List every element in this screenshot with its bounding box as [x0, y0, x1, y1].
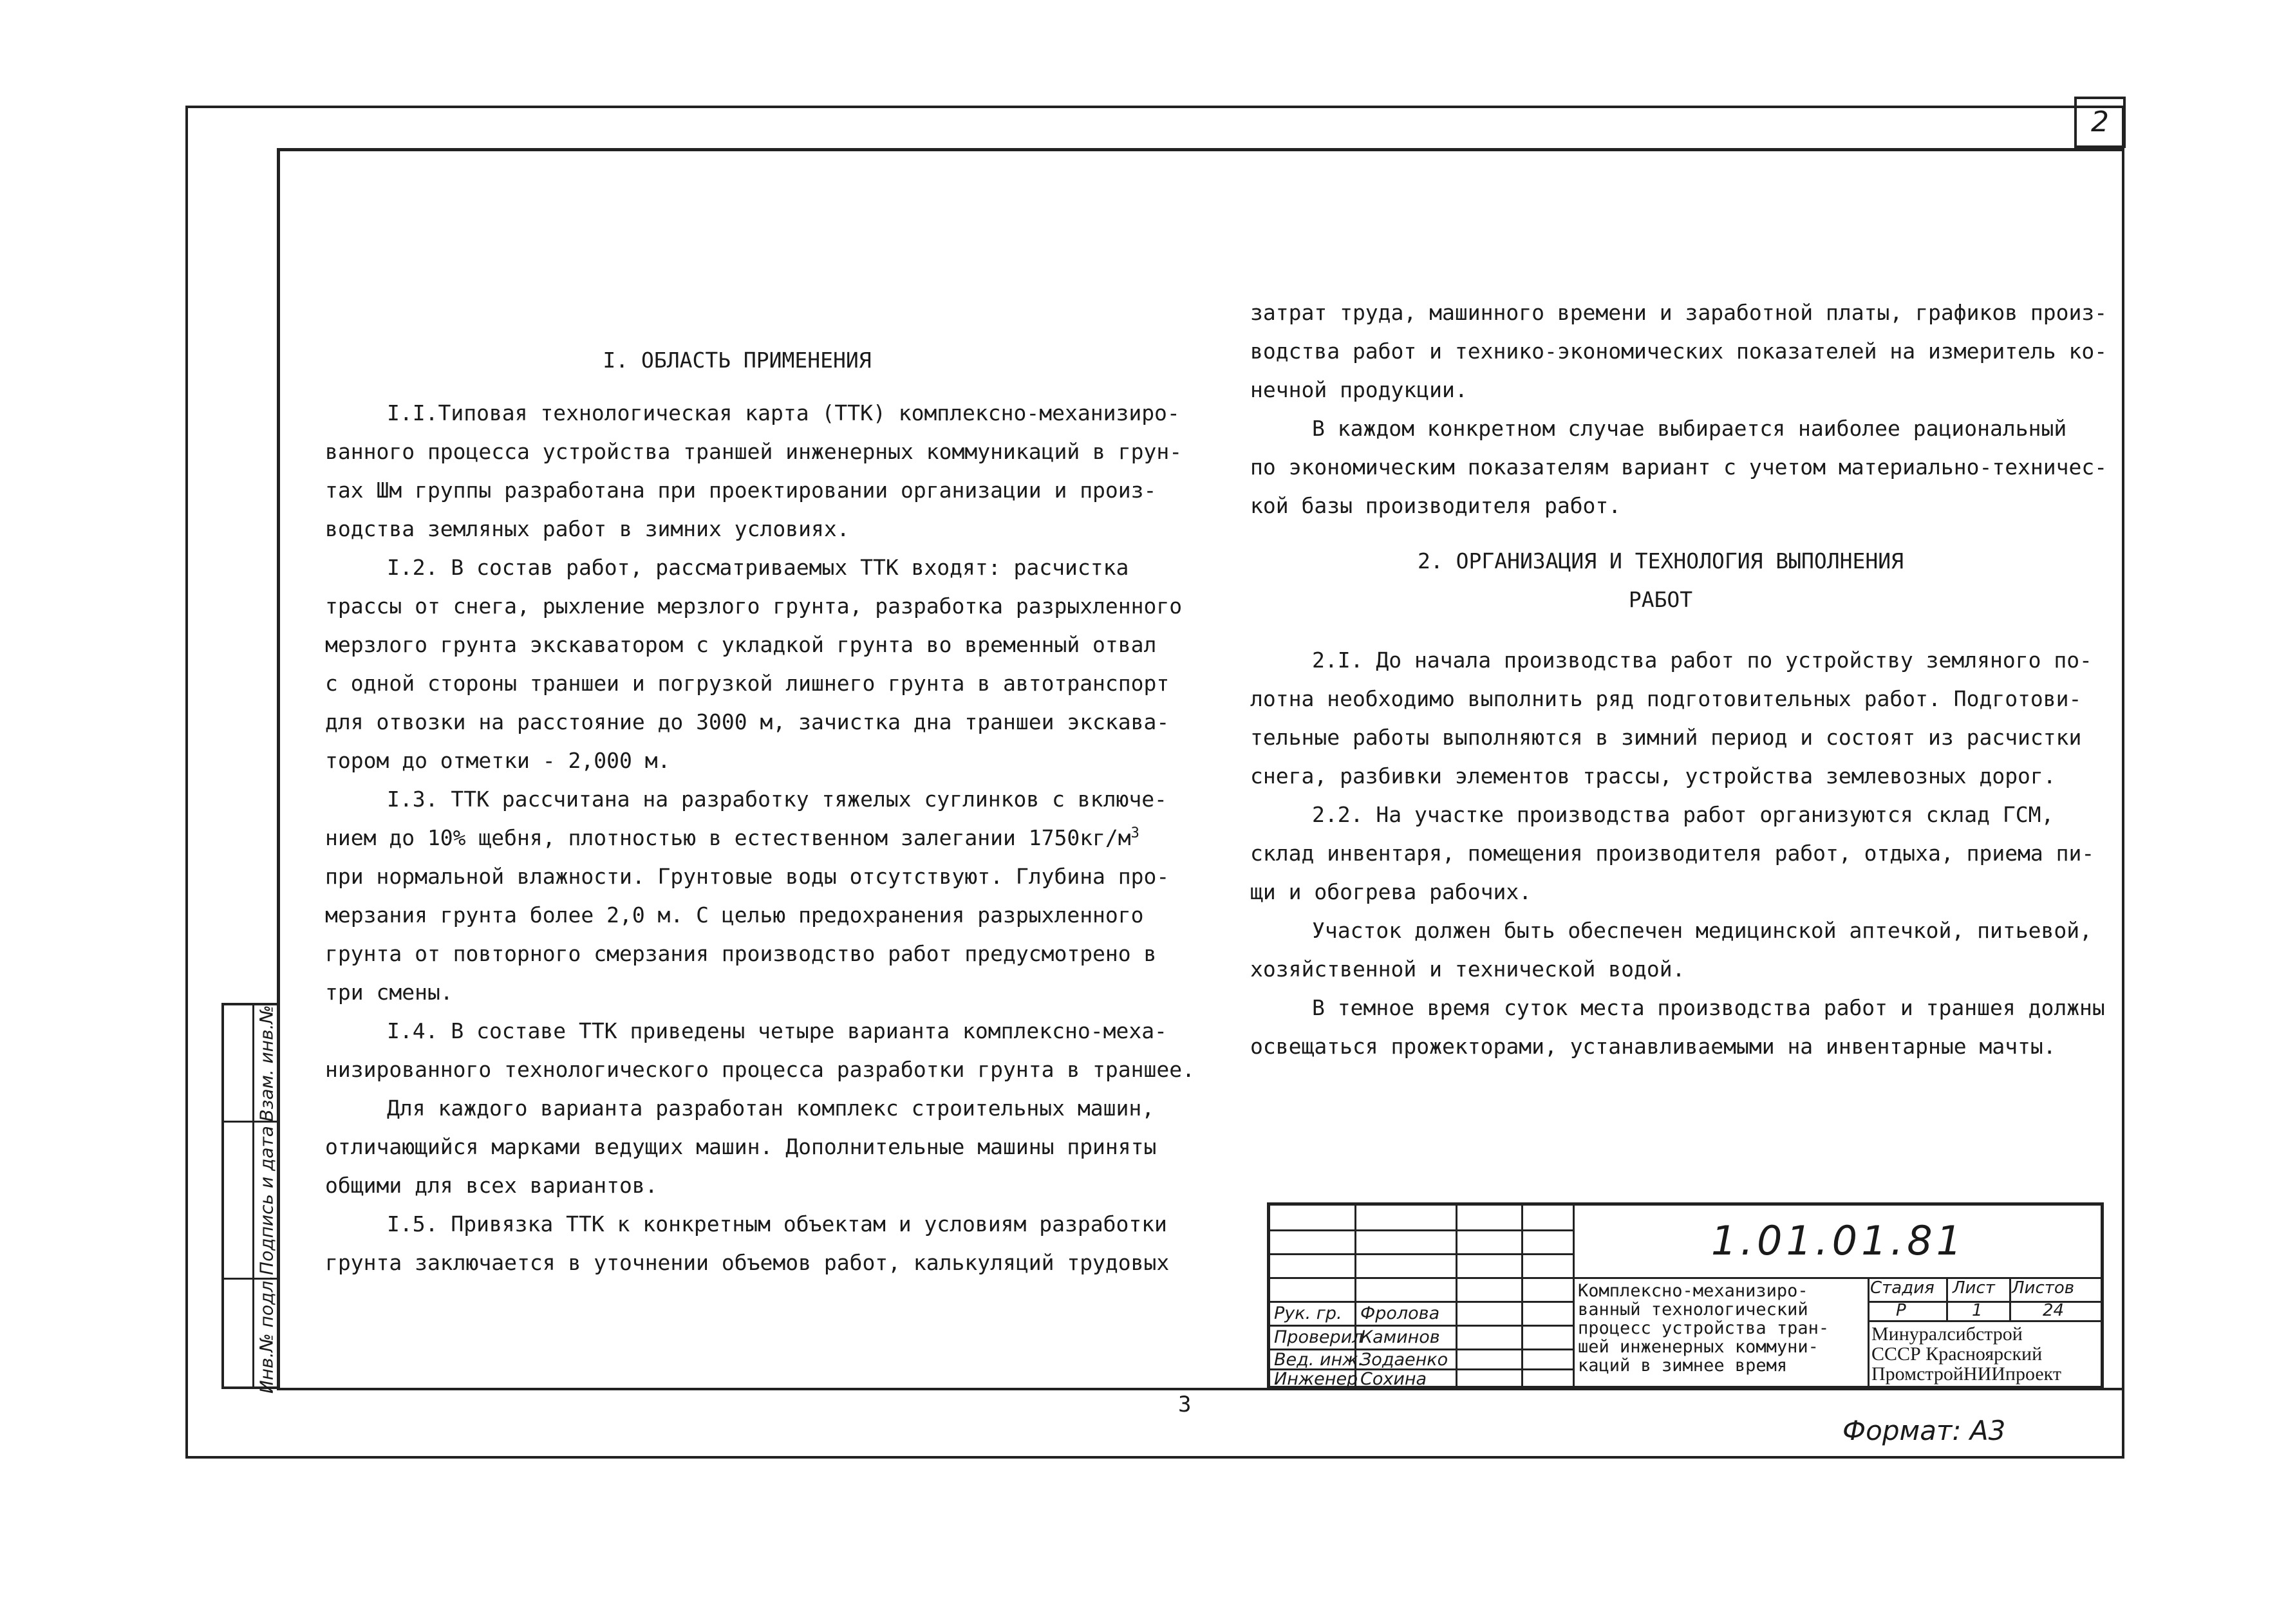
name-frolova: Фролова	[1360, 1303, 1440, 1323]
sheets-label: Листов	[2012, 1278, 2075, 1298]
text-line-content: водства земляных работ в зимних условиях.	[325, 516, 850, 541]
text-line-content: с одной стороны траншеи и погрузкой лишнего грунта в автотранспорт	[325, 671, 1170, 696]
text-line-content: I.4. В составе ТТК приведены четыре варианта комплексно-меха-	[387, 1018, 1167, 1043]
text-line-content: при нормальной влажности. Грунтовые воды отсутствуют. Глубина про-	[325, 864, 1170, 889]
document-description: Комплексно-механизиро- ванный технологический процесс устройства тран- шей инженерных коммуни- каций в зимнее время	[1578, 1281, 1830, 1376]
organization: Минуралсибстрой СССР Красноярский ПромстройНИИпроект	[1871, 1323, 2061, 1385]
text-line	[1250, 487, 2107, 525]
text-line	[325, 1166, 1195, 1205]
section-2-title-line2: РАБОТ	[1628, 587, 1693, 612]
role-inzhener: Инженер	[1274, 1369, 1358, 1389]
text-line	[1250, 409, 2107, 448]
text-line	[325, 896, 1195, 935]
text-line-content: отличающийся марками ведущих машин. Дополнительные машины приняты	[325, 1134, 1157, 1159]
superscript: 3	[1130, 825, 1139, 841]
continuation-text	[1250, 294, 2107, 525]
text-line	[325, 780, 1195, 819]
text-line-content: I.3. ТТК рассчитана на разработку тяжелых суглинков с включе-	[387, 787, 1167, 812]
sheet-value: 1	[1972, 1301, 1983, 1320]
text-line	[1250, 950, 2105, 989]
text-line-content: мерзлого грунта экскаватором с укладкой грунта во временный отвал	[325, 632, 1157, 657]
sheets-value: 24	[2043, 1301, 2065, 1320]
role-ved-inzh: Вед. инж.	[1274, 1350, 1364, 1370]
text-line-content: I.2. В состав работ, рассматриваемых ТТК входят: расчистка	[387, 555, 1129, 580]
text-line-content: тах Шм группы разработана при проектировании организации и произ-	[325, 478, 1157, 503]
text-line	[325, 664, 1195, 703]
text-line-content: низированного технологического процесса разработки грунта в траншее.	[325, 1057, 1195, 1082]
text-line-content: три смены.	[325, 980, 453, 1005]
name-zodaenko: Зодаенко	[1360, 1350, 1448, 1370]
text-line	[1250, 371, 2107, 409]
text-line	[325, 1244, 1195, 1282]
text-line-content: снега, разбивки элементов трассы, устройства землевозных дорог.	[1250, 763, 2056, 789]
text-line	[325, 433, 1195, 471]
text-line-content: для отвозки на расстояние до 3000 м, зачистка дна траншеи экскава-	[325, 709, 1170, 734]
text-line	[325, 548, 1195, 587]
document-number: 1.01.01.81	[1710, 1217, 1966, 1264]
text-line	[1250, 1027, 2105, 1066]
text-line	[1250, 911, 2105, 950]
text-line	[1250, 796, 2105, 834]
text-line	[1250, 757, 2105, 796]
text-line-content: тельные работы выполняются в зимний период и состоят из расчистки	[1250, 725, 2082, 750]
text-line-content: мерзания грунта более 2,0 м. С целью предохранения разрыхленного	[325, 902, 1144, 928]
text-line-content: водства работ и технико-экономических показателей на измеритель ко-	[1250, 339, 2108, 364]
text-line	[325, 857, 1195, 896]
text-line	[325, 394, 1195, 433]
side-stamp	[221, 1003, 277, 1394]
text-line-content: 2.I. До начала производства работ по устройству земляного по-	[1312, 648, 2092, 673]
text-line-content: лотна необходимо выполнить ряд подготовительных работ. Подготови-	[1250, 686, 2082, 711]
text-line	[325, 1050, 1195, 1089]
text-line	[1250, 834, 2105, 873]
text-line	[325, 1012, 1195, 1050]
side-cell-signature-date: Подпись и дата	[224, 1123, 277, 1280]
text-line	[325, 935, 1195, 973]
text-line	[1250, 294, 2107, 332]
side-cell-original-inv: Инв.№ подл.	[256, 1274, 277, 1394]
text-line	[1250, 989, 2105, 1027]
section-2-body	[1250, 641, 2105, 1066]
text-line-content: Участок должен быть обеспечен медицинской аптечкой, питьевой,	[1312, 918, 2092, 943]
text-line	[1250, 873, 2105, 911]
text-line	[1250, 718, 2105, 757]
section-1-title: I. ОБЛАСТЬ ПРИМЕНЕНИЯ	[603, 348, 872, 373]
text-line-content: склад инвентаря, помещения производителя работ, отдыха, приема пи-	[1250, 841, 2095, 866]
text-line-content: В темное время суток места производства работ и траншея должны	[1312, 995, 2105, 1020]
role-rukgr: Рук. гр.	[1274, 1303, 1342, 1323]
section-2-title-line1: 2. ОРГАНИЗАЦИЯ И ТЕХНОЛОГИЯ ВЫПОЛНЕНИЯ	[1418, 548, 1904, 574]
text-line	[325, 819, 1195, 857]
text-line	[1250, 641, 2105, 680]
text-line-content: Для каждого варианта разработан комплекс строительных машин,	[387, 1096, 1155, 1121]
text-line-content: нием до 10% щебня, плотностью в естественном залегании 1750кг/м	[325, 825, 1131, 850]
side-cell-replaced-inv: Взам. инв.№	[224, 1005, 277, 1123]
format-label: Формат: А3	[1842, 1415, 2006, 1446]
sheet-number: 2	[2074, 97, 2126, 148]
role-proveril: Проверил	[1274, 1327, 1363, 1347]
text-line-content: грунта заключается в уточнении объемов работ, калькуляций трудовых	[325, 1250, 1170, 1275]
text-line	[325, 510, 1195, 548]
text-line-content: тором до отметки - 2,000 м.	[325, 748, 671, 773]
text-line-content: нечной продукции.	[1250, 377, 1468, 402]
text-line-content: 2.2. На участке производства работ организуются склад ГСМ,	[1312, 802, 2054, 827]
text-line-content: общими для всех вариантов.	[325, 1173, 658, 1198]
text-line	[325, 1128, 1195, 1166]
section-2-title	[1250, 542, 2071, 619]
text-line	[1250, 332, 2107, 371]
text-line	[325, 703, 1195, 742]
text-line-content: затрат труда, машинного времени и заработной платы, графиков произ-	[1250, 300, 2108, 325]
text-line-content: грунта от повторного смерзания производство работ предусмотрено в	[325, 941, 1157, 966]
text-line	[325, 1089, 1195, 1128]
text-line	[325, 973, 1195, 1012]
text-line-content: В каждом конкретном случае выбирается наиболее рациональный	[1312, 416, 2067, 441]
text-line-content: ванного процесса устройства траншей инженерных коммуникаций в грун-	[325, 439, 1183, 464]
text-line-content: трассы от снега, рыхление мерзлого грунта, разработка разрыхленного	[325, 593, 1183, 619]
title-block	[1267, 1202, 2104, 1389]
name-sohina: Сохина	[1360, 1369, 1427, 1389]
text-line	[325, 471, 1195, 510]
text-line-content: хозяйственной и технической водой.	[1250, 957, 1685, 982]
text-line	[325, 587, 1195, 626]
text-line	[325, 1205, 1195, 1244]
sheet-label: Лист	[1953, 1278, 1995, 1298]
text-line	[325, 742, 1195, 780]
text-line	[325, 626, 1195, 664]
page-number: 3	[1178, 1392, 1192, 1417]
text-line-content: I.5. Привязка ТТК к конкретным объектам и условиям разработки	[387, 1211, 1167, 1237]
text-line-content: освещаться прожекторами, устанавливаемыми на инвентарные мачты.	[1250, 1034, 2056, 1059]
text-line	[1250, 680, 2105, 718]
text-line-content: по экономическим показателям вариант с учетом материально-техничес-	[1250, 454, 2108, 480]
section-1-body	[325, 394, 1195, 1282]
name-kaminov: Каминов	[1360, 1327, 1440, 1347]
text-line-content: I.I.Типовая технологическая карта (ТТК) комплексно-механизиро-	[387, 400, 1180, 425]
text-line-content: кой базы производителя работ.	[1250, 493, 1622, 518]
stage-label: Стадия	[1870, 1278, 1935, 1298]
text-line-content: щи и обогрева рабочих.	[1250, 879, 1532, 904]
stage-value: Р	[1896, 1301, 1906, 1320]
text-line	[1250, 448, 2107, 487]
